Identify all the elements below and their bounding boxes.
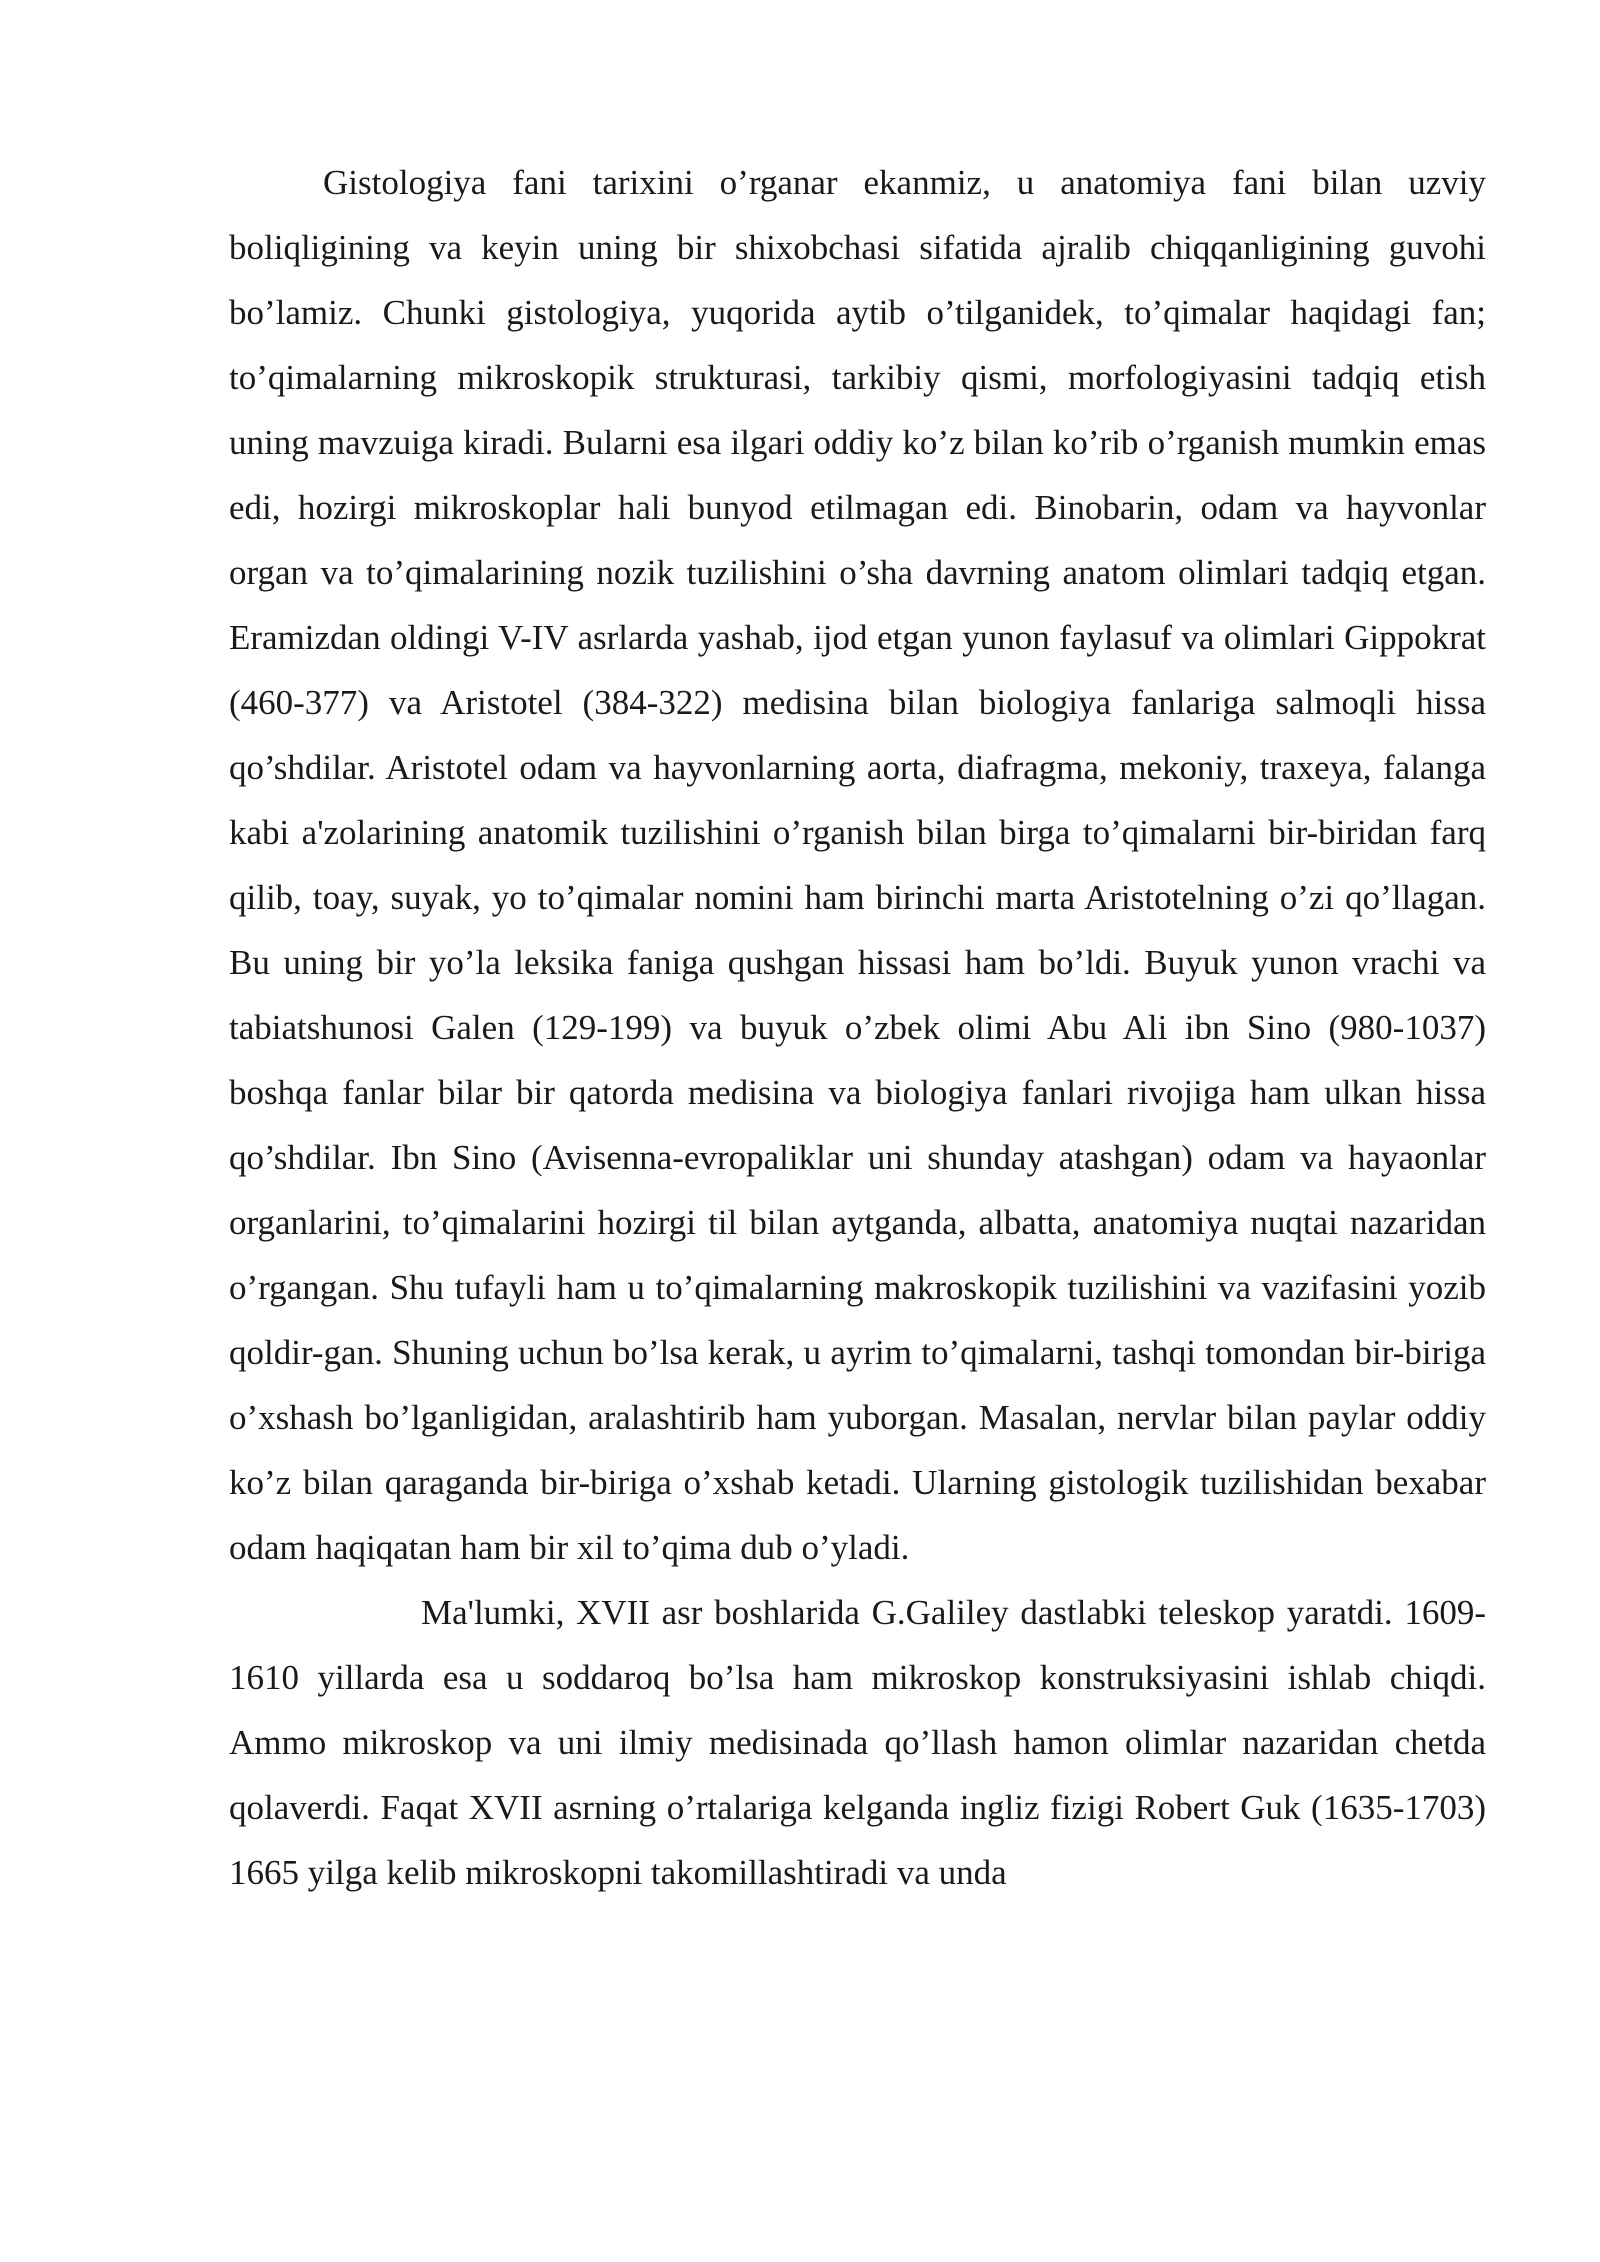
paragraph-history-of-histology: Gistologiya fani tarixini o’rganar ekanmiz, u anatomiya fani bilan uzviy boliqligining va keyin uning bir shixobchasi sifatida ajralib chiqqanligining guvohi bo’lamiz. Chunki gistologiya, yuqorida aytib o’tilganidek, to’qimalar haqidagi fan; to’qimalarning mikroskopik strukturasi, tarkibiy qismi, morfologiyasini tadqiq etish uning mavzuiga kiradi. Bularni esa ilgari oddiy ko’z bilan ko’rib o’rganish mumkin emas edi, hozirgi mikroskoplar hali bunyod etilmagan edi. Binobarin, odam va hayvonlar organ va to’qimalarining nozik tuzilishini o’sha davrning anatom olimlari tadqiq etgan. Eramizdan oldingi V-IV asrlarda yashab, ijod etgan yunon faylasuf va olimlari Gippokrat (460-377) va Aristotel (384-322) medisina bilan biologiya fanlariga salmoqli hissa qo’shdilar. Aristotel odam va hayvonlarning aorta, diafragma, mekoniy, traxeya, falanga kabi a'zolarining anatomik tuzilishini o’rganish bilan birga to’qimalarni bir-biridan farq qilib, toay, suyak, yo to’qimalar nomini ham birinchi marta Aristotelning o’zi qo’llagan. Bu uning bir yo’la leksika faniga qushgan hissasi ham bo’ldi. Buyuk yunon vrachi va tabiatshunosi Galen (129-199) va buyuk o’zbek olimi Abu Ali ibn Sino (980-1037) boshqa fanlar bilar bir qatorda medisina va biologiya fanlari rivojiga ham ulkan hissa qo’shdilar. Ibn Sino (Avisenna-evropaliklar uni shunday atashgan) odam va hayaonlar organlarini, to’qimalarini hozirgi til bilan aytganda, albatta, anatomiya nuqtai nazaridan o’rgangan. Shu tufayli ham u to’qimalarning makroskopik tuzilishini va vazifasini yozib qoldir-gan. Shuning uchun bo’lsa kerak, u ayrim to’qimalarni, tashqi tomondan bir-biriga o’xshash bo’lganligidan, aralashtirib ham yuborgan. Masalan, nervlar bilan paylar oddiy ko’z bilan qaraganda bir-biriga o’xshab ketadi. Ularning gistologik tuzilishidan bexabar odam haqiqatan ham bir xil to’qima dub o’yladi.: [229, 163, 1486, 1567]
paragraph-microscope-invention: Ma'lumki, XVII asr boshlarida G.Galiley dastlabki teleskop yaratdi. 1609-1610 yillarda esa u soddaroq bo’lsa ham mikroskop konstruksiyasini ishlab chiqdi. Ammo mikroskop va uni ilmiy medisinada qo’llash hamon olimlar nazaridan chetda qolaverdi. Faqat XVII asrning o’rtalariga kelganda ingliz fizigi Robert Guk (1635-1703) 1665 yilga kelib mikroskopni takomillashtiradi va unda: [229, 1593, 1486, 1892]
document-page: [229, 150, 1486, 1905]
